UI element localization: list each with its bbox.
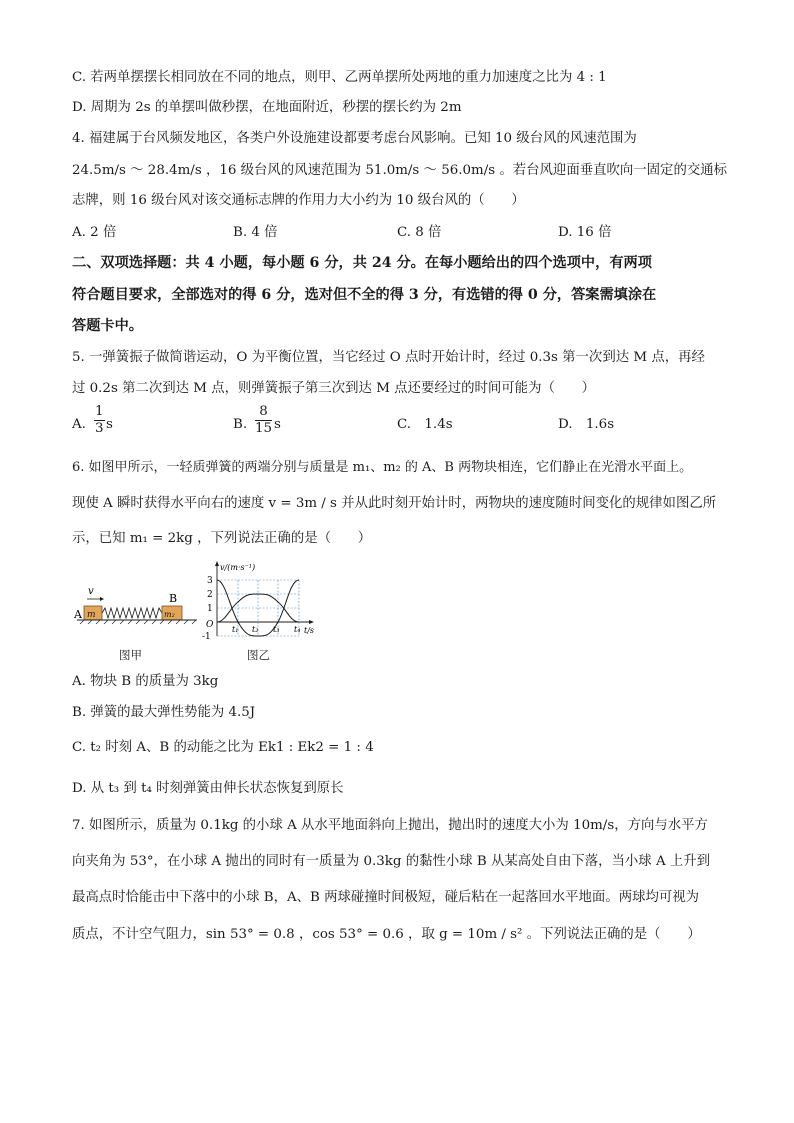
q5-option-b-unit: s	[274, 417, 281, 432]
q7-stem-line-3: 最高点时恰能击中下落中的小球 B，A、B 两球碰撞时间极短，碰后粘在一起落回水平地面。两球均可视为	[72, 890, 700, 905]
y-tick-3: 3	[207, 576, 213, 586]
q4-option-d: D. 16 倍	[558, 225, 612, 240]
x-tick-t4: t₄	[294, 625, 301, 634]
q6-option-b: B. 弹簧的最大弹性势能为 4.5J	[72, 705, 256, 720]
figure-jia-caption: 图甲	[119, 648, 142, 662]
spring	[102, 608, 162, 618]
q6-stem-line-3: 示，已知 m₁ = 2kg ，下列说法正确的是（ ）	[72, 531, 372, 546]
q5-option-a-denominator: 3	[95, 421, 104, 436]
x-tick-t3: t₃	[273, 625, 280, 634]
y-tick-minus-1: -1	[202, 632, 211, 642]
x-tick-t2: t₂	[252, 625, 259, 634]
x-tick-t1: t₁	[232, 625, 239, 634]
q6-stem-line-1: 6. 如图甲所示，一轻质弹簧的两端分别与质量是 m₁、m₂ 的 A、B 两物块相连，它们静止在光滑水平面上。	[72, 460, 693, 475]
q5-stem-line-2: 过 0.2s 第二次到达 M 点，则弹簧振子第三次到达 M 点还要经过的时间可能为（ ）	[72, 381, 596, 396]
q5-option-a-label: A.	[72, 417, 86, 432]
block-b-mass-label: m₂	[164, 610, 175, 619]
y-tick-1: 1	[207, 604, 213, 614]
section-2-heading-line-2: 符合题目要求，全部选对的得 6 分，选对但不全的得 3 分，有选错的得 0 分，答案需填涂在	[72, 287, 657, 303]
q6-stem-line-2: 现使 A 瞬时获得水平向右的速度 v = 3m / s 并从此时刻开始计时，两物块的速度随时间变化的规律如图乙所	[72, 496, 717, 511]
q3-option-d: D. 周期为 2s 的单摆叫做秒摆，在地面附近，秒摆的摆长约为 2m	[72, 100, 462, 115]
x-axis-label: t/s	[304, 626, 315, 635]
q4-option-b: B. 4 倍	[233, 225, 278, 240]
q5-option-c: C. 1.4s	[397, 417, 453, 432]
figure-jia-spring-blocks	[72, 580, 202, 640]
q5-option-b-denominator: 15	[255, 421, 273, 436]
q5-option-a-fraction	[94, 404, 105, 437]
origin-label: O	[206, 620, 214, 630]
fig-jia-label-a: A	[74, 608, 82, 621]
figure-yi-caption: 图乙	[247, 648, 270, 662]
q4-stem-line-1: 4. 福建属于台风频发地区，各类户外设施建设都要考虑台风影响。已知 10 级台风的风速范围为	[72, 131, 637, 146]
q5-option-a-unit: s	[106, 417, 113, 432]
ground-hatching	[80, 620, 196, 624]
y-axis-label: v/(m·s⁻¹)	[220, 563, 256, 572]
q6-option-d: D. 从 t₃ 到 t₄ 时刻弹簧由伸长状态恢复到原长	[72, 781, 344, 796]
fig-jia-label-b: B	[169, 592, 178, 605]
figure-yi-vt-graph	[200, 560, 325, 642]
q5-option-a-numerator: 1	[95, 404, 104, 419]
x-axis-arrow-icon	[309, 620, 314, 624]
q4-option-a: A. 2 倍	[72, 225, 117, 240]
q5-option-b-numerator: 8	[255, 404, 272, 421]
y-tick-2: 2	[207, 590, 213, 600]
q7-stem-line-2: 向夹角为 53°，在小球 A 抛出的同时有一质量为 0.3kg 的黏性小球 B 从某高处自由下落，当小球 A 上升到	[72, 854, 711, 869]
q5-option-b-fraction	[255, 404, 272, 437]
y-axis-arrow-icon	[215, 561, 219, 566]
q4-option-c: C. 8 倍	[397, 225, 442, 240]
q4-stem-line-3: 志牌，则 16 级台风对该交通标志牌的作用力大小约为 10 级台风的（ ）	[72, 193, 525, 208]
fig-jia-label-v: v	[88, 586, 94, 597]
q5-option-b-label: B.	[233, 417, 248, 432]
q5-option-d: D. 1.6s	[558, 417, 615, 432]
block-a-mass-label: m	[87, 610, 96, 620]
q6-option-c: C. t₂ 时刻 A、B 的动能之比为 Ek1 : Ek2 = 1 : 4	[72, 740, 374, 755]
q4-stem-line-2: 24.5m/s ～ 28.4m/s ，16 级台风的风速范围为 51.0m/s ～ 56.0m/s 。若台风迎面垂直吹向一固定的交通标	[72, 163, 728, 178]
q3-option-c: C. 若两单摆摆长相同放在不同的地点，则甲、乙两单摆所处两地的重力加速度之比为 4 : 1	[72, 70, 607, 85]
section-2-heading-line-1: 二、双项选择题：共 4 小题，每小题 6 分，共 24 分。在每小题给出的四个选项中，有两项	[72, 255, 652, 271]
section-2-heading-line-3: 答题卡中。	[72, 318, 143, 334]
q6-option-a: A. 物块 B 的质量为 3kg	[72, 674, 219, 689]
velocity-arrow-head-icon	[100, 597, 104, 601]
q7-stem-line-1: 7. 如图所示，质量为 0.1kg 的小球 A 从水平地面斜向上抛出，抛出时的速度大小为 10m/s，方向与水平方	[72, 818, 708, 833]
q5-stem-line-1: 5. 一弹簧振子做简谐运动，O 为平衡位置，当它经过 O 点时开始计时，经过 0.3s 第一次到达 M 点，再经	[72, 350, 705, 365]
q7-stem-line-4: 质点，不计空气阻力，sin 53° = 0.8 ，cos 53° = 0.6 ，取 g = 10m / s² 。下列说法正确的是（ ）	[72, 927, 701, 942]
